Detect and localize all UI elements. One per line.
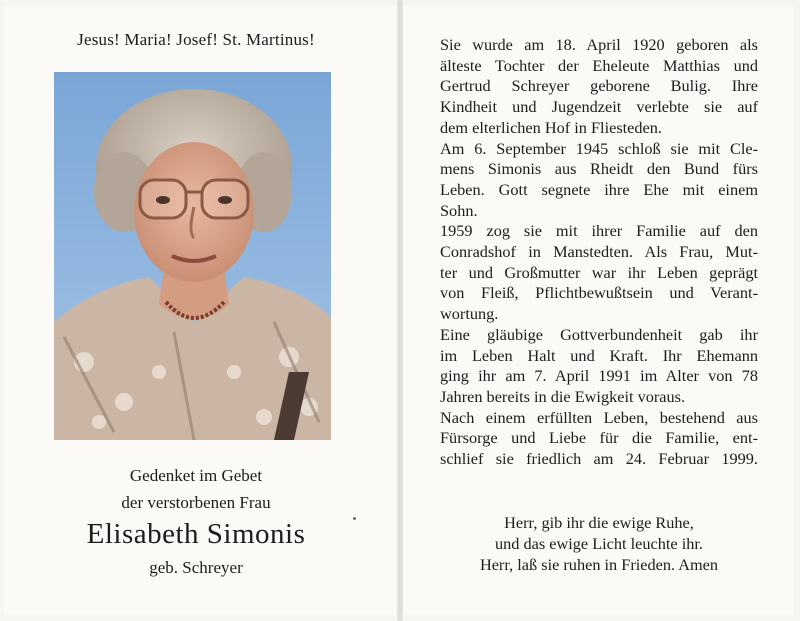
paper-speck xyxy=(353,517,356,520)
portrait-illustration xyxy=(54,72,331,440)
biography-line: Leben. Gott segnete ihre Ehe mit einem xyxy=(440,179,758,199)
portrait-photo xyxy=(54,72,331,440)
biography-line: Nach einem erfüllten Leben, bestehend aus xyxy=(440,407,758,427)
deceased-name: Elisabeth Simonis xyxy=(86,518,306,550)
biography-line: Am 6. September 1945 schloß sie mit Cle- xyxy=(440,138,758,158)
caption-line-2: der verstorbenen Frau xyxy=(121,493,271,512)
biography-line: dem elterlichen Hof in Fliesteden. xyxy=(440,117,662,137)
biography-text xyxy=(440,35,758,470)
biography-line: Conradshof in Manstedten. Als Frau, Mut- xyxy=(440,242,758,262)
biography-line: Gertrud Schreyer geborene Bulig. Ihre xyxy=(440,76,758,96)
maiden-name: geb. Schreyer xyxy=(149,558,243,577)
biography-line: Fürsorge und Liebe für die Familie, ent- xyxy=(440,428,758,448)
biography-line: wortung. xyxy=(440,304,499,324)
caption-line-1: Gedenket im Gebet xyxy=(129,466,263,485)
prayer-line: Herr, laß sie ruhen in Frieden. Amen xyxy=(479,555,719,574)
biography-line: schlief sie friedlich am 24. Februar 1999. xyxy=(440,449,758,469)
closing-prayer xyxy=(404,512,794,575)
biography-line: 1959 zog sie mit ihrer Familie auf den xyxy=(440,221,758,241)
prayer-line: Herr, gib ihr die ewige Ruhe, xyxy=(504,513,694,532)
invocation-text: Jesus! Maria! Josef! St. Martinus! xyxy=(77,30,315,49)
biography-line: Sie wurde am 18. April 1920 geboren als xyxy=(440,35,758,54)
paper-speck xyxy=(660,110,662,112)
biography-line: von Fleiß, Pflichtbewußtsein und Verant- xyxy=(440,283,758,303)
card-fold xyxy=(397,0,403,621)
biography-line: älteste Tochter der Eheleute Matthias und xyxy=(440,55,758,75)
biography-line: Eine gläubige Gottverbundenheit gab ihr xyxy=(440,324,758,344)
biography-line: Sohn. xyxy=(440,200,478,220)
biography-line: Kindheit und Jugendzeit verlebte sie auf xyxy=(440,97,758,117)
biography-line: ging ihr am 7. April 1991 im Alter von 78 xyxy=(440,366,758,386)
biography-line: ter und Großmutter war ihr Leben geprägt xyxy=(440,262,758,282)
biography-line: Jahren bereits in die Ewigkeit voraus. xyxy=(440,386,686,406)
biography-line: im Leben Halt und Kraft. Ihr Ehemann xyxy=(440,345,758,365)
biography-line: mens Simonis aus Rheidt den Bund fürs xyxy=(440,159,758,179)
prayer-line: und das ewige Licht leuchte ihr. xyxy=(495,534,703,553)
